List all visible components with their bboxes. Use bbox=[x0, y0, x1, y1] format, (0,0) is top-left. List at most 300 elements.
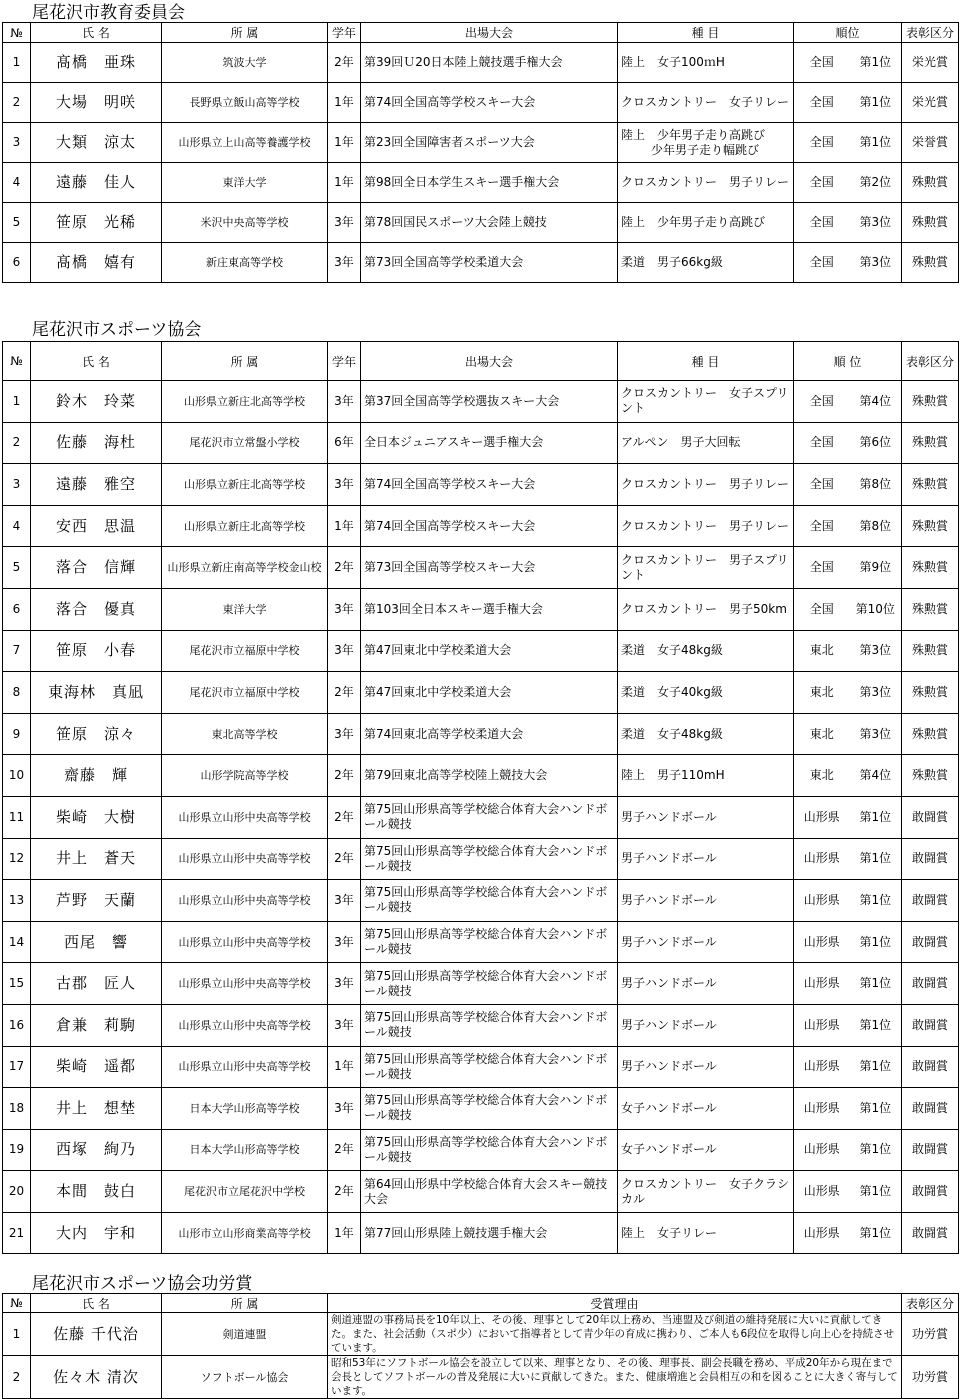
table-row bbox=[3, 1129, 959, 1171]
athlete-name: 芦野 天蘭 bbox=[31, 880, 162, 922]
competition-level: 全国 bbox=[794, 588, 850, 630]
athlete-name: 古郡 匠人 bbox=[31, 963, 162, 1005]
event-item-line: クロスカントリー 男子リレー bbox=[621, 518, 790, 533]
placement: 第8位 bbox=[850, 464, 902, 506]
event-name: 第74回全国高等学校スキー大会 bbox=[361, 83, 618, 123]
event-item bbox=[618, 755, 794, 797]
competition-level: 山形県 bbox=[794, 796, 850, 838]
table-row bbox=[3, 1356, 959, 1399]
placement: 第3位 bbox=[850, 713, 902, 755]
grade: 2年 bbox=[328, 1171, 361, 1213]
row-no: 2 bbox=[3, 83, 31, 123]
event-name: 第39回Ｕ20日本陸上競技選手権大会 bbox=[361, 43, 618, 83]
row-no: 21 bbox=[3, 1212, 31, 1254]
event-item-line: アルペン 男子大回転 bbox=[621, 435, 741, 450]
event-name: 第77回山形県陸上競技選手権大会 bbox=[361, 1212, 618, 1254]
athlete-name: 遠藤 佳人 bbox=[31, 163, 162, 203]
athlete-name: 安西 思温 bbox=[31, 505, 162, 547]
row-no: 7 bbox=[3, 630, 31, 672]
placement: 第2位 bbox=[850, 163, 902, 203]
competition-level: 全国 bbox=[794, 203, 850, 243]
row-no: 1 bbox=[3, 1313, 31, 1356]
header-name: 氏 名 bbox=[31, 1294, 162, 1313]
placement: 第1位 bbox=[850, 1046, 902, 1088]
table-row bbox=[3, 203, 959, 243]
affiliation: 山形県立新庄南高等学校金山校 bbox=[162, 547, 328, 589]
table-row bbox=[3, 921, 959, 963]
event-item-line: 柔道 女子40kg級 bbox=[621, 684, 723, 699]
athlete-name: 西塚 絢乃 bbox=[31, 1129, 162, 1171]
competition-level: 全国 bbox=[794, 464, 850, 506]
placement: 第1位 bbox=[850, 1004, 902, 1046]
grade: 1年 bbox=[328, 83, 361, 123]
row-no: 12 bbox=[3, 838, 31, 880]
event-item bbox=[618, 1088, 794, 1130]
event-item-line: クロスカントリー 男子スプリント bbox=[621, 552, 789, 582]
table-row bbox=[3, 838, 959, 880]
header-name: 氏 名 bbox=[31, 23, 162, 43]
grade: 3年 bbox=[328, 880, 361, 922]
competition-level: 全国 bbox=[794, 381, 850, 423]
competition-level: 山形県 bbox=[794, 1212, 850, 1254]
event-item-line: クロスカントリー 男子リレー bbox=[621, 476, 790, 491]
row-no: 13 bbox=[3, 880, 31, 922]
row-no: 1 bbox=[3, 43, 31, 83]
placement: 第1位 bbox=[850, 796, 902, 838]
athlete-name: 本間 鼓白 bbox=[31, 1171, 162, 1213]
grade: 1年 bbox=[328, 1212, 361, 1254]
event-item bbox=[618, 547, 794, 589]
placement: 第8位 bbox=[850, 505, 902, 547]
header-no: № bbox=[3, 1294, 31, 1313]
row-no: 8 bbox=[3, 672, 31, 714]
event-item-line: 陸上 少年男子走り高跳び bbox=[621, 127, 766, 142]
affiliation: 日本大学山形高等学校 bbox=[162, 1088, 328, 1130]
placement: 第1位 bbox=[850, 1171, 902, 1213]
competition-level: 山形県 bbox=[794, 880, 850, 922]
affiliation: 東洋大学 bbox=[162, 163, 328, 203]
event-name: 第74回全国高等学校スキー大会 bbox=[361, 464, 618, 506]
competition-level: 山形県 bbox=[794, 838, 850, 880]
affiliation: 剣道連盟 bbox=[162, 1313, 328, 1356]
event-name: 第75回山形県高等学校総合体育大会ハンドボール競技 bbox=[361, 963, 618, 1005]
event-name: 第75回山形県高等学校総合体育大会ハンドボール競技 bbox=[361, 838, 618, 880]
grade: 3年 bbox=[328, 1088, 361, 1130]
event-item-line: 男子ハンドボール bbox=[621, 976, 717, 991]
event-item bbox=[618, 1212, 794, 1254]
affiliation: 山形県立山形中央高等学校 bbox=[162, 1046, 328, 1088]
award-reason: 昭和53年にソフトボール協会を設立して以来、理事となり、その後、理事長、副会長職を務め、平成20年から現在まで会長としてソフトボールの普及発展に大いに貢献してきた。また、健康増進と会員相互の和を図ることに大きく寄与しています。 bbox=[328, 1356, 902, 1399]
placement: 第1位 bbox=[850, 921, 902, 963]
affiliation: 山形県立上山高等養護学校 bbox=[162, 123, 328, 163]
header-grade: 学年 bbox=[328, 23, 361, 43]
row-no: 17 bbox=[3, 1046, 31, 1088]
grade: 3年 bbox=[328, 921, 361, 963]
header-item: 種 目 bbox=[618, 342, 794, 381]
athlete-name: 髙橋 亜珠 bbox=[31, 43, 162, 83]
education-board-table bbox=[2, 22, 959, 283]
event-item bbox=[618, 123, 794, 163]
placement: 第1位 bbox=[850, 880, 902, 922]
athlete-name: 齋藤 輝 bbox=[31, 755, 162, 797]
award-category: 敢闘賞 bbox=[902, 1004, 959, 1046]
grade: 1年 bbox=[328, 1046, 361, 1088]
event-item bbox=[618, 963, 794, 1005]
row-no: 1 bbox=[3, 381, 31, 423]
affiliation: 長野県立飯山高等学校 bbox=[162, 83, 328, 123]
grade: 1年 bbox=[328, 123, 361, 163]
recipient-name: 佐々木 清次 bbox=[31, 1356, 162, 1399]
award-category: 敢闘賞 bbox=[902, 921, 959, 963]
competition-level: 山形県 bbox=[794, 963, 850, 1005]
award-category: 敢闘賞 bbox=[902, 1088, 959, 1130]
affiliation: 山形県立山形中央高等学校 bbox=[162, 963, 328, 1005]
affiliation: 米沢中央高等学校 bbox=[162, 203, 328, 243]
event-item-line: クロスカントリー 男子リレー bbox=[621, 175, 790, 189]
athlete-name: 大類 涼太 bbox=[31, 123, 162, 163]
affiliation: 山形県立新庄北高等学校 bbox=[162, 381, 328, 423]
table-row bbox=[3, 672, 959, 714]
placement: 第4位 bbox=[850, 755, 902, 797]
athlete-name: 落合 信輝 bbox=[31, 547, 162, 589]
event-item bbox=[618, 1004, 794, 1046]
affiliation: 東北高等学校 bbox=[162, 713, 328, 755]
grade: 3年 bbox=[328, 243, 361, 283]
affiliation: 山形県立山形中央高等学校 bbox=[162, 880, 328, 922]
event-name: 第75回山形県高等学校総合体育大会ハンドボール競技 bbox=[361, 1046, 618, 1088]
award-category: 敢闘賞 bbox=[902, 1212, 959, 1254]
grade: 3年 bbox=[328, 963, 361, 1005]
award-category: 敢闘賞 bbox=[902, 880, 959, 922]
affiliation: 山形市立山形商業高等学校 bbox=[162, 1212, 328, 1254]
event-name: 第73回全国高等学校スキー大会 bbox=[361, 547, 618, 589]
athlete-name: 大場 明咲 bbox=[31, 83, 162, 123]
table-row bbox=[3, 381, 959, 423]
grade: 2年 bbox=[328, 796, 361, 838]
header-event: 出場大会 bbox=[361, 342, 618, 381]
athlete-name: 落合 優真 bbox=[31, 588, 162, 630]
table-row bbox=[3, 1212, 959, 1254]
event-item-line: 陸上 少年男子走り高跳び bbox=[621, 215, 766, 229]
header-affiliation: 所 属 bbox=[162, 342, 328, 381]
table-row bbox=[3, 1171, 959, 1213]
athlete-name: 笹原 小春 bbox=[31, 630, 162, 672]
row-no: 4 bbox=[3, 163, 31, 203]
event-name: 第75回山形県高等学校総合体育大会ハンドボール競技 bbox=[361, 1088, 618, 1130]
competition-level: 山形県 bbox=[794, 1088, 850, 1130]
competition-level: 山形県 bbox=[794, 1129, 850, 1171]
event-item bbox=[618, 921, 794, 963]
athlete-name: 笹原 涼々 bbox=[31, 713, 162, 755]
athlete-name: 柴崎 遥都 bbox=[31, 1046, 162, 1088]
competition-level: 東北 bbox=[794, 713, 850, 755]
event-name: 第75回山形県高等学校総合体育大会ハンドボール競技 bbox=[361, 1004, 618, 1046]
competition-level: 全国 bbox=[794, 422, 850, 464]
event-name: 第37回全国高等学校選抜スキー大会 bbox=[361, 381, 618, 423]
grade: 3年 bbox=[328, 588, 361, 630]
event-item bbox=[618, 243, 794, 283]
affiliation: 尾花沢市立福原中学校 bbox=[162, 672, 328, 714]
athlete-name: 鈴木 玲菜 bbox=[31, 381, 162, 423]
event-item bbox=[618, 1046, 794, 1088]
placement: 第1位 bbox=[850, 43, 902, 83]
event-item bbox=[618, 505, 794, 547]
table-row bbox=[3, 880, 959, 922]
athlete-name: 柴崎 大樹 bbox=[31, 796, 162, 838]
grade: 1年 bbox=[328, 163, 361, 203]
affiliation: 東洋大学 bbox=[162, 588, 328, 630]
award-category: 殊勲賞 bbox=[902, 203, 959, 243]
table-row bbox=[3, 547, 959, 589]
section1-title: 尾花沢市教育委員会 bbox=[32, 3, 185, 23]
athlete-name: 井上 想埜 bbox=[31, 1088, 162, 1130]
header-grade: 学年 bbox=[328, 342, 361, 381]
affiliation: 山形県立新庄北高等学校 bbox=[162, 464, 328, 506]
award-category: 功労賞 bbox=[902, 1356, 959, 1399]
event-name: 第103回全日本スキー選手権大会 bbox=[361, 588, 618, 630]
event-item-line: 陸上 女子リレー bbox=[621, 1225, 718, 1240]
event-item-line: 柔道 女子48kg級 bbox=[621, 726, 723, 741]
event-item bbox=[618, 381, 794, 423]
placement: 第1位 bbox=[850, 1212, 902, 1254]
award-category: 殊勲賞 bbox=[902, 243, 959, 283]
award-category: 栄光賞 bbox=[902, 83, 959, 123]
placement: 第9位 bbox=[850, 547, 902, 589]
grade: 2年 bbox=[328, 838, 361, 880]
table-row bbox=[3, 1088, 959, 1130]
event-item bbox=[618, 464, 794, 506]
competition-level: 全国 bbox=[794, 547, 850, 589]
award-category: 殊勲賞 bbox=[902, 755, 959, 797]
row-no: 18 bbox=[3, 1088, 31, 1130]
affiliation: 山形県立山形中央高等学校 bbox=[162, 1004, 328, 1046]
table-row bbox=[3, 796, 959, 838]
row-no: 19 bbox=[3, 1129, 31, 1171]
placement: 第1位 bbox=[850, 83, 902, 123]
affiliation: 新庄東高等学校 bbox=[162, 243, 328, 283]
grade: 1年 bbox=[328, 505, 361, 547]
grade: 3年 bbox=[328, 381, 361, 423]
row-no: 6 bbox=[3, 588, 31, 630]
award-category: 殊勲賞 bbox=[902, 672, 959, 714]
award-category: 殊勲賞 bbox=[902, 464, 959, 506]
award-category: 殊勲賞 bbox=[902, 163, 959, 203]
affiliation: 山形県立新庄北高等学校 bbox=[162, 505, 328, 547]
affiliation: 山形県立山形中央高等学校 bbox=[162, 838, 328, 880]
placement: 第1位 bbox=[850, 963, 902, 1005]
event-name: 第75回山形県高等学校総合体育大会ハンドボール競技 bbox=[361, 1129, 618, 1171]
athlete-name: 佐藤 海杜 bbox=[31, 422, 162, 464]
placement: 第6位 bbox=[850, 422, 902, 464]
table-row bbox=[3, 243, 959, 283]
row-no: 9 bbox=[3, 713, 31, 755]
section2-title: 尾花沢市スポーツ協会 bbox=[32, 320, 202, 340]
table-row bbox=[3, 1046, 959, 1088]
table-row bbox=[3, 630, 959, 672]
event-item-line: 陸上 女子100ｍH bbox=[621, 55, 725, 69]
competition-level: 東北 bbox=[794, 755, 850, 797]
competition-level: 山形県 bbox=[794, 1004, 850, 1046]
event-name: 第75回山形県高等学校総合体育大会ハンドボール競技 bbox=[361, 921, 618, 963]
placement: 第3位 bbox=[850, 672, 902, 714]
placement: 第1位 bbox=[850, 838, 902, 880]
table-row bbox=[3, 1004, 959, 1046]
event-item-line: 男子ハンドボール bbox=[621, 1017, 717, 1032]
athlete-name: 倉兼 莉駒 bbox=[31, 1004, 162, 1046]
award-category: 敢闘賞 bbox=[902, 796, 959, 838]
placement: 第1位 bbox=[850, 1088, 902, 1130]
event-name: 第47回東北中学校柔道大会 bbox=[361, 630, 618, 672]
header-reason: 受賞理由 bbox=[328, 1294, 902, 1313]
event-item-line-2: 少年男子走り幅跳び bbox=[651, 142, 760, 157]
table-row bbox=[3, 83, 959, 123]
event-name: 第74回全国高等学校スキー大会 bbox=[361, 505, 618, 547]
event-name: 全日本ジュニアスキー選手権大会 bbox=[361, 422, 618, 464]
header-affiliation: 所 属 bbox=[162, 1294, 328, 1313]
grade: 3年 bbox=[328, 713, 361, 755]
row-no: 15 bbox=[3, 963, 31, 1005]
event-item bbox=[618, 163, 794, 203]
header-affiliation: 所 属 bbox=[162, 23, 328, 43]
recipient-name: 佐藤 千代治 bbox=[31, 1313, 162, 1356]
merit-award-table bbox=[2, 1293, 959, 1399]
award-category: 功労賞 bbox=[902, 1313, 959, 1356]
competition-level: 全国 bbox=[794, 43, 850, 83]
competition-level: 山形県 bbox=[794, 1171, 850, 1213]
event-name: 第64回山形県中学校総合体育大会スキー競技大会 bbox=[361, 1171, 618, 1213]
placement: 第3位 bbox=[850, 203, 902, 243]
table-row bbox=[3, 123, 959, 163]
competition-level: 全国 bbox=[794, 243, 850, 283]
affiliation: 山形県立山形中央高等学校 bbox=[162, 796, 328, 838]
award-category: 殊勲賞 bbox=[902, 630, 959, 672]
table-row bbox=[3, 163, 959, 203]
award-category: 殊勲賞 bbox=[902, 381, 959, 423]
event-name: 第74回東北高等学校柔道大会 bbox=[361, 713, 618, 755]
section3-title: 尾花沢市スポーツ協会功労賞 bbox=[32, 1274, 253, 1294]
row-no: 5 bbox=[3, 547, 31, 589]
event-item bbox=[618, 630, 794, 672]
event-item bbox=[618, 422, 794, 464]
table-row bbox=[3, 464, 959, 506]
competition-level: 東北 bbox=[794, 672, 850, 714]
award-category: 殊勲賞 bbox=[902, 588, 959, 630]
header-award: 表彰区分 bbox=[902, 342, 959, 381]
placement: 第1位 bbox=[850, 123, 902, 163]
row-no: 5 bbox=[3, 203, 31, 243]
placement: 第1位 bbox=[850, 1129, 902, 1171]
header-award: 表彰区分 bbox=[902, 1294, 959, 1313]
row-no: 3 bbox=[3, 464, 31, 506]
event-item-line: 男子ハンドボール bbox=[621, 1059, 717, 1074]
event-name: 第23回全国障害者スポーツ大会 bbox=[361, 123, 618, 163]
award-category: 殊勲賞 bbox=[902, 505, 959, 547]
event-item-line: クロスカントリー 女子スプリント bbox=[621, 386, 789, 416]
event-item-line: 女子ハンドボール bbox=[621, 1142, 717, 1157]
event-item-line: 女子ハンドボール bbox=[621, 1100, 717, 1115]
row-no: 16 bbox=[3, 1004, 31, 1046]
header-name: 氏 名 bbox=[31, 342, 162, 381]
event-item-line: クロスカントリー 女子クラシカル bbox=[621, 1176, 790, 1206]
athlete-name: 井上 蒼天 bbox=[31, 838, 162, 880]
header-rank: 順位 bbox=[794, 23, 902, 43]
event-item bbox=[618, 713, 794, 755]
placement: 第3位 bbox=[850, 630, 902, 672]
event-item bbox=[618, 83, 794, 123]
award-category: 殊勲賞 bbox=[902, 713, 959, 755]
affiliation: 日本大学山形高等学校 bbox=[162, 1129, 328, 1171]
event-item bbox=[618, 1129, 794, 1171]
table-row bbox=[3, 1313, 959, 1356]
competition-level: 全国 bbox=[794, 123, 850, 163]
event-item-line: 男子ハンドボール bbox=[621, 809, 717, 824]
affiliation: 尾花沢市立尾花沢中学校 bbox=[162, 1171, 328, 1213]
affiliation: 筑波大学 bbox=[162, 43, 328, 83]
row-no: 11 bbox=[3, 796, 31, 838]
athlete-name: 大内 宇和 bbox=[31, 1212, 162, 1254]
row-no: 14 bbox=[3, 921, 31, 963]
event-name: 第47回東北中学校柔道大会 bbox=[361, 672, 618, 714]
event-item bbox=[618, 838, 794, 880]
affiliation: 尾花沢市立福原中学校 bbox=[162, 630, 328, 672]
row-no: 4 bbox=[3, 505, 31, 547]
event-item bbox=[618, 588, 794, 630]
athlete-name: 西尾 響 bbox=[31, 921, 162, 963]
header-no: № bbox=[3, 342, 31, 381]
athlete-name: 東海林 真凪 bbox=[31, 672, 162, 714]
row-no: 2 bbox=[3, 422, 31, 464]
placement: 第10位 bbox=[850, 588, 902, 630]
competition-level: 全国 bbox=[794, 83, 850, 123]
event-item bbox=[618, 796, 794, 838]
placement: 第3位 bbox=[850, 243, 902, 283]
award-category: 敢闘賞 bbox=[902, 1046, 959, 1088]
award-category: 敢闘賞 bbox=[902, 1129, 959, 1171]
event-item-line: 柔道 女子48kg級 bbox=[621, 643, 723, 658]
grade: 2年 bbox=[328, 672, 361, 714]
table-row bbox=[3, 505, 959, 547]
placement: 第4位 bbox=[850, 381, 902, 423]
grade: 2年 bbox=[328, 43, 361, 83]
event-item bbox=[618, 672, 794, 714]
competition-level: 山形県 bbox=[794, 921, 850, 963]
row-no: 2 bbox=[3, 1356, 31, 1399]
award-category: 栄誉賞 bbox=[902, 123, 959, 163]
grade: 2年 bbox=[328, 755, 361, 797]
grade: 2年 bbox=[328, 1129, 361, 1171]
competition-level: 東北 bbox=[794, 630, 850, 672]
award-category: 栄光賞 bbox=[902, 43, 959, 83]
affiliation: ソフトボール協会 bbox=[162, 1356, 328, 1399]
event-name: 第78回国民スポーツ大会陸上競技 bbox=[361, 203, 618, 243]
table-row bbox=[3, 963, 959, 1005]
table-row bbox=[3, 588, 959, 630]
event-item bbox=[618, 1171, 794, 1213]
event-name: 第73回全国高等学校柔道大会 bbox=[361, 243, 618, 283]
award-category: 殊勲賞 bbox=[902, 422, 959, 464]
competition-level: 全国 bbox=[794, 163, 850, 203]
event-item bbox=[618, 43, 794, 83]
event-item-line: 男子ハンドボール bbox=[621, 934, 717, 949]
event-name: 第75回山形県高等学校総合体育大会ハンドボール競技 bbox=[361, 880, 618, 922]
header-award: 表彰区分 bbox=[902, 23, 959, 43]
competition-level: 全国 bbox=[794, 505, 850, 547]
header-rank: 順 位 bbox=[794, 342, 902, 381]
grade: 3年 bbox=[328, 630, 361, 672]
event-item bbox=[618, 880, 794, 922]
row-no: 20 bbox=[3, 1171, 31, 1213]
event-name: 第79回東北高等学校陸上競技大会 bbox=[361, 755, 618, 797]
